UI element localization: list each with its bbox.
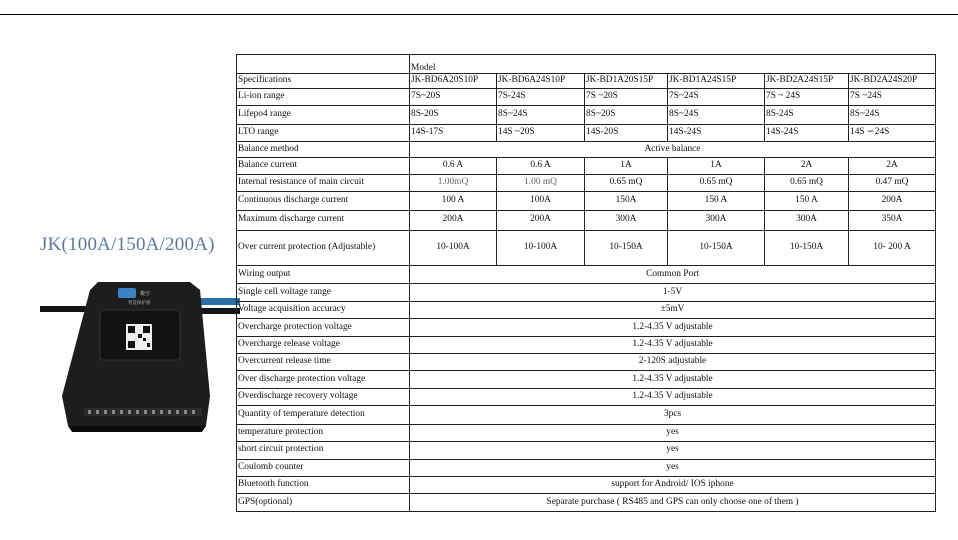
row-value: 8S~24S — [497, 106, 585, 124]
row-value: 10-100A — [497, 231, 585, 266]
row-label: Over discharge protection voltage — [237, 371, 410, 388]
device-subtitle-text: 智能保护板 — [128, 300, 151, 305]
row-value: 0.6 A — [410, 158, 497, 174]
row-value: 7S~24S — [668, 88, 765, 105]
row-value: 100A — [497, 192, 585, 210]
row-label: Quantity of temperature detection — [237, 406, 410, 424]
row-value: 10-100A — [410, 231, 497, 266]
model-name: JK-BD2A24S15P — [765, 74, 849, 88]
row-value: 1.2-4.35 V adjustable — [410, 388, 936, 405]
row-value: 2-120S adjustable — [410, 354, 936, 371]
row-label: Continuous discharge current — [237, 192, 410, 210]
row-value: Common Port — [410, 265, 936, 283]
board-edge — [68, 426, 206, 432]
device-brand-text: 极空 — [140, 292, 151, 297]
row-value: 7S~20S — [410, 88, 497, 105]
model-name: JK-BD2A24S20P — [849, 74, 936, 88]
row-label: Single cell voltage range — [237, 284, 410, 301]
row-value: ±5mV — [410, 301, 936, 318]
row-value: 200A — [410, 210, 497, 230]
row-value: Active balance — [410, 142, 936, 158]
table-row — [237, 406, 936, 424]
row-value: 150A — [585, 192, 668, 210]
row-value: 8S~20S — [585, 106, 668, 124]
row-value: 300A — [585, 210, 668, 230]
corner-cell — [237, 55, 410, 74]
row-value: 100 A — [410, 192, 497, 210]
row-label: Overcharge protection voltage — [237, 319, 410, 336]
row-value: 14S-24S — [668, 124, 765, 141]
model-header: Model — [410, 55, 936, 74]
model-name: JK-BD1A20S15P — [585, 74, 668, 88]
row-value: 10-150A — [585, 231, 668, 266]
row-value: 8S~24S — [668, 106, 765, 124]
row-value: 2A — [765, 158, 849, 174]
row-value: 300A — [668, 210, 765, 230]
table-row — [237, 106, 936, 124]
row-label: Overdischarge recovery voltage — [237, 388, 410, 405]
row-label: Lifepo4 range — [237, 106, 410, 124]
row-value: 7S ~24S — [849, 88, 936, 105]
table-row — [237, 442, 936, 459]
row-value: 1.2-4.35 V adjustable — [410, 319, 936, 336]
row-label: Internal resistance of main circuit — [237, 174, 410, 191]
row-label: Balance current — [237, 158, 410, 174]
row-label: Overcurrent release time — [237, 354, 410, 371]
table-row — [237, 158, 936, 174]
bms-board-image — [40, 276, 240, 452]
row-value: Separate purchase ( RS485 and GPS can only choose one of them ) — [410, 494, 936, 512]
table-row — [237, 424, 936, 441]
row-value: 350A — [849, 210, 936, 230]
row-value: support for Android/ IOS iphone — [410, 476, 936, 493]
table-row — [237, 124, 936, 141]
row-value: 300A — [765, 210, 849, 230]
row-value: 7S-24S — [497, 88, 585, 105]
table-row — [237, 265, 936, 283]
table-row — [237, 301, 936, 318]
top-rule — [0, 14, 958, 15]
row-value: 150 A — [765, 192, 849, 210]
table-row — [237, 88, 936, 105]
row-value: 0.65 mQ — [765, 174, 849, 191]
table-row — [237, 174, 936, 191]
row-value: 14S-24S — [765, 124, 849, 141]
table-row — [237, 494, 936, 512]
row-value: 8S-20S — [410, 106, 497, 124]
table-row — [237, 319, 936, 336]
row-label: short circuit protection — [237, 442, 410, 459]
product-title: JK(100A/150A/200A) — [40, 234, 215, 255]
row-value: 200A — [497, 210, 585, 230]
row-value: 14S-20S — [585, 124, 668, 141]
row-value: 1.00mQ — [410, 174, 497, 191]
row-value: 10-150A — [765, 231, 849, 266]
row-value: 10- 200 A — [849, 231, 936, 266]
row-label: Over current protection (Adjustable) — [237, 231, 410, 266]
row-value: 1.2-4.35 V adjustable — [410, 336, 936, 353]
table-row — [237, 336, 936, 353]
table-row — [237, 192, 936, 210]
table-row — [237, 371, 936, 388]
row-value: yes — [410, 442, 936, 459]
row-value: 14S ∽24S — [849, 124, 936, 141]
row-value: 14S-17S — [410, 124, 497, 141]
row-value: 0.47 mQ — [849, 174, 936, 191]
row-value: 1.00 mQ — [497, 174, 585, 191]
row-value: 7S ~ 24S — [765, 88, 849, 105]
row-value: 8S~24S — [849, 106, 936, 124]
row-label: Overcharge release voltage — [237, 336, 410, 353]
row-label: temperature protection — [237, 424, 410, 441]
table-row — [237, 284, 936, 301]
row-label: GPS(optional) — [237, 494, 410, 512]
row-value: 10-150A — [668, 231, 765, 266]
row-value: 1.2-4.35 V adjustable — [410, 371, 936, 388]
model-name: JK-BD6A24S10P — [497, 74, 585, 88]
table-row — [237, 459, 936, 476]
model-name: JK-BD1A24S15P — [668, 74, 765, 88]
row-label: Coulomb counter — [237, 459, 410, 476]
table-row — [237, 231, 936, 266]
row-value: 0.65 mQ — [668, 174, 765, 191]
row-value: 200A — [849, 192, 936, 210]
row-label: Bluetooth function — [237, 476, 410, 493]
table-row — [237, 354, 936, 371]
model-name: JK-BD6A20S10P — [410, 74, 497, 88]
spec-table — [236, 54, 936, 512]
row-label: Wiring output — [237, 265, 410, 283]
row-label: Maximum discharge current — [237, 210, 410, 230]
row-value: 0.6 A — [497, 158, 585, 174]
row-value: 8S-24S — [765, 106, 849, 124]
row-value: 0.65 mQ — [585, 174, 668, 191]
row-value: 2A — [849, 158, 936, 174]
row-value: yes — [410, 424, 936, 441]
row-value: 1-5V — [410, 284, 936, 301]
row-value: 3pcs — [410, 406, 936, 424]
table-row — [237, 142, 936, 158]
specifications-header: Specifications — [237, 74, 410, 88]
row-value: 14S ~20S — [497, 124, 585, 141]
row-value: 1A — [585, 158, 668, 174]
row-value: 7S ~20S — [585, 88, 668, 105]
table-row — [237, 388, 936, 405]
table-row — [237, 476, 936, 493]
row-label: Balance method — [237, 142, 410, 158]
table-row — [237, 210, 936, 230]
row-value: 150 A — [668, 192, 765, 210]
row-label: Voltage acquisition accuracy — [237, 301, 410, 318]
logo-badge — [118, 288, 136, 298]
row-label: Li-ion range — [237, 88, 410, 105]
row-label: LTO range — [237, 124, 410, 141]
row-value: 1A — [668, 158, 765, 174]
row-value: yes — [410, 459, 936, 476]
